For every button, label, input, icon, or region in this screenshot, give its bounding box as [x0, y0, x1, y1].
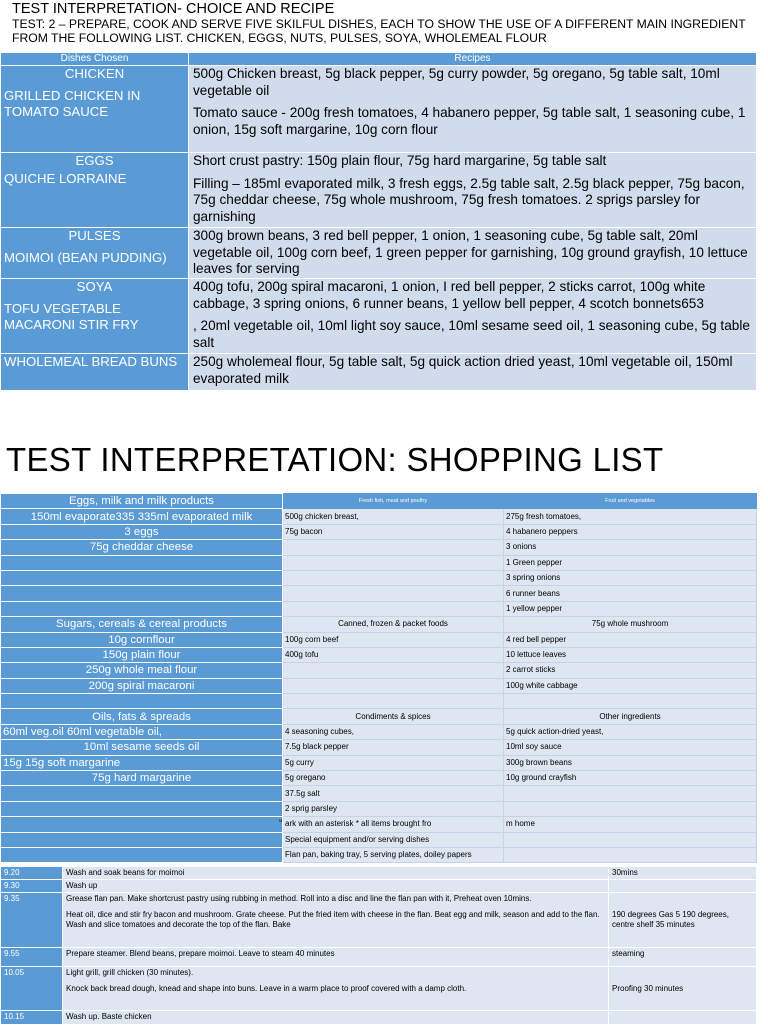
- shopping-cell-fruit-veg-other: 275g fresh tomatoes,: [504, 509, 757, 524]
- shopping-row: [1, 647, 757, 662]
- recipe-paragraph: 500g Chicken breast, 5g black pepper, 5g curry powder, 5g oregano, 5g table salt, 10ml vegetable oil: [193, 66, 720, 98]
- shopping-cell-dairy-cereals-oils: Eggs, milk and milk products: [1, 494, 283, 509]
- main-ingredient: SOYA: [76, 279, 113, 294]
- shopping-cell-fruit-veg-other: [504, 786, 757, 801]
- shopping-cell-meat-packet-condiments: Canned, frozen & packet foods: [283, 617, 504, 632]
- shopping-row: [1, 540, 757, 555]
- shopping-row: [1, 494, 757, 509]
- task-line-2: FROM THE FOLLOWING LIST. CHICKEN, EGGS, NUTS, PULSES, SOYA, WHOLEMEAL FLOUR: [12, 31, 547, 45]
- task-description-cell: [63, 1011, 609, 1025]
- dish-cell: [1, 66, 189, 153]
- shopping-row: [1, 832, 757, 847]
- time-plan-row: [1, 867, 757, 880]
- shopping-cell-dairy-cereals-oils: [1, 586, 283, 601]
- time-cell: 9.55: [1, 948, 63, 967]
- shopping-cell-fruit-veg-other: 75g whole mushroom: [504, 617, 757, 632]
- shopping-cell-dairy-cereals-oils: [1, 817, 283, 832]
- shopping-row: [1, 555, 757, 570]
- dishes-chosen-header: Dishes Chosen: [1, 53, 189, 66]
- task-paragraph: Wash up. Baste chicken: [66, 1012, 152, 1021]
- shopping-cell-meat-packet-condiments: [283, 570, 504, 585]
- shopping-cell-meat-packet-condiments: 4 seasoning cubes,: [283, 724, 504, 739]
- main-ingredient: EGGS: [75, 153, 114, 168]
- recipe-cell: [189, 153, 757, 228]
- dish-name: WHOLEMEAL BREAD BUNS: [4, 354, 178, 369]
- main-ingredient: CHICKEN: [64, 66, 125, 81]
- time-plan-row: [1, 880, 757, 893]
- shopping-cell-fruit-veg-other: 10g ground crayfish: [504, 771, 757, 786]
- shopping-cell-fruit-veg-other: 6 runner beans: [504, 586, 757, 601]
- shopping-cell-dairy-cereals-oils: 150ml evaporate335 335ml evaporated milk: [1, 509, 283, 524]
- shopping-cell-meat-packet-condiments: [283, 678, 504, 693]
- shopping-row: [1, 755, 757, 770]
- shopping-cell-fruit-veg-other: 3 spring onions: [504, 570, 757, 585]
- shopping-row: [1, 586, 757, 601]
- recipe-paragraph: , 20ml vegetable oil, 10ml light soy sauce, 10ml sesame seed oil, 1 seasoning cube, 5g table salt: [193, 318, 750, 350]
- recipe-table-header: [1, 53, 757, 66]
- shopping-row: [1, 724, 757, 739]
- shopping-cell-meat-packet-condiments: M ark with an asterisk * all items brought fro: [283, 817, 504, 832]
- shopping-row: [1, 601, 757, 616]
- task-note-cell: [609, 867, 757, 880]
- shopping-cell-meat-packet-condiments: 5g curry: [283, 755, 504, 770]
- shopping-cell-meat-packet-condiments: [283, 663, 504, 678]
- shopping-cell-dairy-cereals-oils: 250g whole meal flour: [1, 663, 283, 678]
- shopping-list-title: TEST INTERPRETATION: SHOPPING LIST: [6, 441, 664, 478]
- shopping-row: [1, 632, 757, 647]
- dish-name: TOFU VEGETABLE MACARONI STIR FRY: [4, 301, 139, 332]
- shopping-cell-meat-packet-condiments: 400g tofu: [283, 647, 504, 662]
- shopping-cell-dairy-cereals-oils: 75g hard margarine: [1, 771, 283, 786]
- dish-name: MOIMOI (BEAN PUDDING): [4, 250, 167, 265]
- shopping-cell-meat-packet-condiments: [283, 694, 504, 709]
- time-plan-row: [1, 967, 757, 1011]
- recipe-paragraph: Short crust pastry: 150g plain flour, 75g hard margarine, 5g table salt: [193, 153, 607, 168]
- shopping-cell-dairy-cereals-oils: [1, 832, 283, 847]
- time-cell: 10.15: [1, 1011, 63, 1025]
- page-title: TEST INTERPRETATION- CHOICE AND RECIPE: [12, 1, 335, 17]
- shopping-cell-fruit-veg-other: 10 lettuce leaves: [504, 647, 757, 662]
- time-cell: 9.35: [1, 893, 63, 948]
- task-line-1: TEST: 2 – PREPARE, COOK AND SERVE FIVE SKILFUL DISHES, EACH TO SHOW THE USE OF A DIFFERENT MAIN INGREDIENT: [12, 17, 746, 31]
- shopping-cell-dairy-cereals-oils: 75g cheddar cheese: [1, 540, 283, 555]
- shopping-cell-meat-packet-condiments: Condiments & spices: [283, 709, 504, 724]
- shopping-list-table: [0, 493, 757, 863]
- dish-cell: [1, 354, 189, 391]
- shopping-cell-meat-packet-condiments: Special equipment and/or serving dishes: [283, 832, 504, 847]
- shopping-cell-dairy-cereals-oils: [1, 801, 283, 816]
- shopping-row: [1, 847, 757, 862]
- task-description-cell: [63, 948, 609, 967]
- task-paragraph: Knock back bread dough, knead and shape into buns. Leave in a warm place to proof covered with a damp cloth.: [66, 984, 467, 993]
- recipe-cell: [189, 279, 757, 354]
- recipes-header: Recipes: [189, 53, 757, 66]
- shopping-row: [1, 663, 757, 678]
- main-ingredient: PULSES: [68, 228, 121, 243]
- shopping-cell-dairy-cereals-oils: [1, 601, 283, 616]
- task-paragraph: Light grill, grill chicken (30 minutes).: [66, 968, 194, 977]
- shopping-cell-dairy-cereals-oils: [1, 555, 283, 570]
- dish-name: QUICHE LORRAINE: [4, 171, 127, 186]
- shopping-cell-dairy-cereals-oils: [1, 570, 283, 585]
- task-note-cell: [609, 967, 757, 1011]
- shopping-cell-fruit-veg-other: 3 onions: [504, 540, 757, 555]
- shopping-cell-dairy-cereals-oils: Oils, fats & spreads: [1, 709, 283, 724]
- task-note-cell: [609, 880, 757, 893]
- shopping-row: [1, 570, 757, 585]
- recipe-cell: [189, 354, 757, 391]
- recipe-paragraph: Filling – 185ml evaporated milk, 3 fresh eggs, 2.5g table salt, 2.5g black pepper, 75g bacon, 75g cheddar cheese, 75g whole mushroom, 75g fresh tomatoes. 2 sprigs parsley for garnishing: [193, 175, 745, 224]
- shopping-cell-meat-packet-condiments: 75g bacon: [283, 524, 504, 539]
- task-note-cell: [609, 893, 757, 948]
- time-cell: 9.30: [1, 880, 63, 893]
- shopping-cell-meat-packet-condiments: [283, 601, 504, 616]
- shopping-cell-dairy-cereals-oils: [1, 786, 283, 801]
- shopping-cell-dairy-cereals-oils: [1, 694, 283, 709]
- dish-cell: [1, 279, 189, 354]
- time-cell: 9.20: [1, 867, 63, 880]
- shopping-cell-meat-packet-condiments: 5g oregano: [283, 771, 504, 786]
- shopping-row: [1, 817, 757, 832]
- task-paragraph: Prepare steamer. Blend beans, prepare moimoi. Leave to steam 40 minutes: [66, 949, 335, 958]
- recipe-row-pulses: [1, 228, 757, 279]
- shopping-cell-fruit-veg-other: 2 carrot sticks: [504, 663, 757, 678]
- shopping-cell-fruit-veg-other: 1 yellow pepper: [504, 601, 757, 616]
- recipe-paragraph: 400g tofu, 200g spiral macaroni, 1 onion, I red bell pepper, 2 sticks carrot, 100g white cabbage, 3 spring onions, 6 runner beans, 1 yellow bell pepper, 4 scotch bonnets653: [193, 279, 706, 311]
- shopping-cell-fruit-veg-other: 1 Green pepper: [504, 555, 757, 570]
- task-paragraph: Grease flan pan. Make shortcrust pastry using rubbing in method. Roll into a disc and line the flan pan with it, Preheat oven 10mins.: [66, 894, 532, 903]
- recipe-row-eggs: [1, 153, 757, 228]
- shopping-cell-meat-packet-condiments: [283, 540, 504, 555]
- shopping-cell-dairy-cereals-oils: 200g spiral macaroni: [1, 678, 283, 693]
- recipe-cell: [189, 66, 757, 153]
- task-description-cell: [63, 967, 609, 1011]
- shopping-row: [1, 694, 757, 709]
- shopping-cell-dairy-cereals-oils: [1, 847, 283, 862]
- task-note: 30mins: [612, 868, 638, 877]
- shopping-cell-dairy-cereals-oils: 3 eggs: [1, 524, 283, 539]
- dish-cell: [1, 228, 189, 279]
- recipe-paragraph: 300g brown beans, 3 red bell pepper, 1 onion, 1 seasoning cube, 5g table salt, 20ml vegetable oil, 100g corn beef, 1 green pepper for garnishing, 10g ground grayfish, 10 lettuce leaves for serving: [193, 228, 748, 276]
- recipe-row-wholemeal: [1, 354, 757, 391]
- task-note: 190 degrees Gas 5 190 degrees, centre shelf 35 minutes: [612, 910, 729, 929]
- shopping-cell-meat-packet-condiments: 37.5g salt: [283, 786, 504, 801]
- recipe-row-chicken: [1, 66, 757, 153]
- dish-cell: [1, 153, 189, 228]
- shopping-cell-meat-packet-condiments: 100g corn beef: [283, 632, 504, 647]
- time-plan-row: [1, 948, 757, 967]
- shopping-cell-dairy-cereals-oils: 10g cornflour: [1, 632, 283, 647]
- shopping-row: [1, 509, 757, 524]
- time-plan-row: [1, 1011, 757, 1025]
- shopping-cell-fruit-veg-other: 100g white cabbage: [504, 678, 757, 693]
- task-note: Proofing 30 minutes: [612, 984, 684, 993]
- recipe-table: [0, 52, 757, 391]
- task-note: steaming: [612, 949, 645, 958]
- shopping-cell-fruit-veg-other: Other ingredients: [504, 709, 757, 724]
- shopping-cell-fruit-veg-other: 4 red bell pepper: [504, 632, 757, 647]
- dish-name: GRILLED CHICKEN IN TOMATO SAUCE: [4, 88, 141, 119]
- shopping-cell-dairy-cereals-oils: 10ml sesame seeds oil: [1, 740, 283, 755]
- task-note-cell: [609, 1011, 757, 1025]
- task-description-cell: [63, 880, 609, 893]
- shopping-cell-dairy-cereals-oils: Sugars, cereals & cereal products: [1, 617, 283, 632]
- recipe-paragraph: 250g wholemeal flour, 5g table salt, 5g quick action dried yeast, 10ml vegetable oil, 150ml evaporated milk: [193, 354, 733, 386]
- shopping-cell-meat-packet-condiments: Fresh fish, meat and poultry: [283, 494, 504, 509]
- shopping-cell-fruit-veg-other: [504, 847, 757, 862]
- shopping-cell-meat-packet-condiments: [283, 586, 504, 601]
- recipe-paragraph: Tomato sauce - 200g fresh tomatoes, 4 habanero pepper, 5g table salt, 1 seasoning cube, 1 onion, 15g soft margarine, 10g corn flour: [193, 105, 746, 137]
- shopping-cell-meat-packet-condiments: 2 sprig parsley: [283, 801, 504, 816]
- task-paragraph: Wash up: [66, 881, 98, 890]
- shopping-cell-dairy-cereals-oils: 15g 15g soft margarine: [1, 755, 283, 770]
- shopping-row: [1, 786, 757, 801]
- shopping-cell-fruit-veg-other: Fruit and vegetables: [504, 494, 757, 509]
- shopping-cell-dairy-cereals-oils: 150g plain flour: [1, 647, 283, 662]
- task-description-cell: [63, 867, 609, 880]
- time-plan-row: [1, 893, 757, 948]
- shopping-row: [1, 771, 757, 786]
- shopping-row: [1, 524, 757, 539]
- shopping-cell-fruit-veg-other: 300g brown beans: [504, 755, 757, 770]
- task-paragraph: Wash and soak beans for moimoi: [66, 868, 185, 877]
- shopping-cell-fruit-veg-other: 5g quick action-dried yeast,: [504, 724, 757, 739]
- shopping-cell-fruit-veg-other: m home: [504, 817, 757, 832]
- shopping-cell-fruit-veg-other: 4 habanero peppers: [504, 524, 757, 539]
- shopping-row: [1, 617, 757, 632]
- time-plan-table: [0, 866, 757, 1025]
- shopping-cell-fruit-veg-other: [504, 694, 757, 709]
- shopping-cell-meat-packet-condiments: 500g chicken breast,: [283, 509, 504, 524]
- time-cell: 10.05: [1, 967, 63, 1011]
- shopping-cell-fruit-veg-other: [504, 832, 757, 847]
- recipe-row-soya: [1, 279, 757, 354]
- shopping-cell-dairy-cereals-oils: 60ml veg.oil 60ml vegetable oil,: [1, 724, 283, 739]
- recipe-cell: [189, 228, 757, 279]
- shopping-row: [1, 801, 757, 816]
- shopping-row: [1, 740, 757, 755]
- shopping-cell-fruit-veg-other: [504, 801, 757, 816]
- shopping-cell-meat-packet-condiments: 7.5g black pepper: [283, 740, 504, 755]
- shopping-cell-meat-packet-condiments: [283, 555, 504, 570]
- task-paragraph: Heat oil, dice and stir fry bacon and mushroom. Grate cheese. Put the fried item with cheese in the flan. Beat egg and milk, season and add to the flan. Wash and slice tomatoes and decorate the top of the flan. Bake: [66, 910, 600, 929]
- task-note-cell: [609, 948, 757, 967]
- shopping-cell-fruit-veg-other: 10ml soy sauce: [504, 740, 757, 755]
- task-description-cell: [63, 893, 609, 948]
- shopping-cell-meat-packet-condiments: Flan pan, baking tray, 5 serving plates, doiley papers: [283, 847, 504, 862]
- shopping-row: [1, 678, 757, 693]
- shopping-row: [1, 709, 757, 724]
